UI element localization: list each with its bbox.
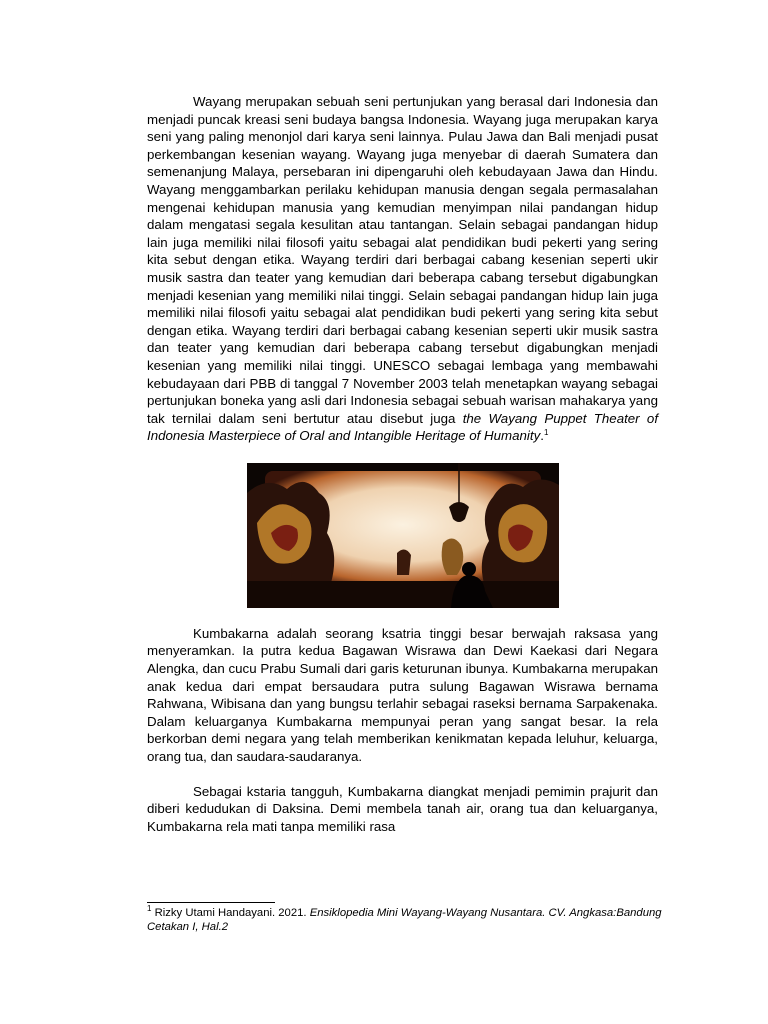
center-puppet bbox=[441, 538, 463, 575]
sentence-end: . bbox=[540, 428, 544, 444]
footnote-marker: 1 bbox=[147, 904, 152, 913]
paragraph-kumbakarna: Kumbakarna adalah seorang ksatria tinggi besar berwajah raksasa yang menyeramkan. Ia putra kedua Bagawan Wisrawa dan Dewi Kaekasi dari Negara Alengka, dan cucu Prabu Sumali dari garis keturunan ibunya. Kumbakarna merupakan anak kedua dari empat bersaudara putra sulung Bagawan Wisrawa bernama Rahwana, Wibisana dan yang bungsu terlahir sebagai raseksi bernama Sarpakenaka. Dalam keluarganya Kumbakarna mempunyai peran yang sangat besar. Ia rela berkorban demi negara yang telah memberikan kenikmatan kepada leluhur, keluarga, orang tua, dan saudara-saudaranya. bbox=[147, 625, 658, 765]
unesco-title-italic: the Wayang Puppet Theater of Indonesia Masterpiece of Oral and Intangible Heritage of Humanity bbox=[147, 410, 659, 444]
paragraph-kstaria: Sebagai kstaria tangguh, Kumbakarna diangkat menjadi pemimin prajurit dan diberi kedudukan di Daksina. Demi membela tanah air, orang tua dan keluarganya, Kumbakarna rela mati tanpa memiliki rasa bbox=[147, 783, 658, 834]
paragraph-text: Wayang merupakan sebuah seni pertunjukan yang berasal dari Indonesia dan menjadi puncak kreasi seni budaya bangsa Indonesia. Wayang juga merupakan karya seni yang paling menonjol dari karya seni lainnya. Pulau Jawa dan Bali menjadi pusat perkembangan kesenian wayang. Wayang juga menyebar di daerah Sumatera dan semenanjung Malaya, persebaran ini dipengaruhi oleh kebudayaan Jawa dan Hindu. Wayang menggambarkan perilaku kehidupan manusia dengan segala permasalahan mengenai kehidupan manusia yang kemudian menyimpan nilai pandangan hidup dalam mengatasi segala kesulitan atau tantangan. Selain sebagai pandangan hidup lain juga memiliki nilai filosofi yaitu sebagai alat pendidikan budi pekerti yang sering kita sebut dengan etika. Wayang terdiri dari berbagai cabang kesenian seperti ukir musik sastra dan teater yang kemudian dari beberapa cabang tersebut digabungkan menjadi kesenian yang memiliki nilai tinggi. Selain sebagai pandangan hidup lain juga memiliki nilai filosofi yaitu sebagai alat pendidikan budi pekerti yang sering kita sebut dengan etika. Wayang terdiri dari berbagai cabang kesenian seperti ukir musik sastra dan teater yang kemudian dari beberapa cabang tersebut digabungkan menjadi kesenian yang memiliki nilai tinggi. UNESCO sebagai lembaga yang membawahi kebudayaan dari PBB di tanggal 7 November 2003 telah menetapkan wayang sebagai pertunjukan boneka yang asli dari Indonesia sebagai sebuah warisan mahakarya yang tak ternilai dalam seni bertutur atau disebut juga bbox=[147, 94, 658, 426]
footnote-source-title: Ensiklopedia Mini Wayang-Wayang Nusantara. CV. Angkasa:Bandung Cetakan I, Hal.2 bbox=[147, 907, 662, 933]
wayang-performance-photo bbox=[247, 463, 559, 608]
document-page bbox=[147, 93, 658, 835]
footnote-separator bbox=[147, 902, 275, 903]
dalang-head bbox=[462, 562, 476, 576]
footnote-author: Rizky Utami Handayani. 2021. bbox=[151, 907, 310, 919]
paragraph-wayang-intro bbox=[147, 93, 658, 445]
footnote-reference: 1 bbox=[543, 428, 549, 438]
small-puppet bbox=[397, 549, 411, 575]
stage-floor bbox=[247, 581, 559, 608]
footnote bbox=[147, 906, 667, 934]
